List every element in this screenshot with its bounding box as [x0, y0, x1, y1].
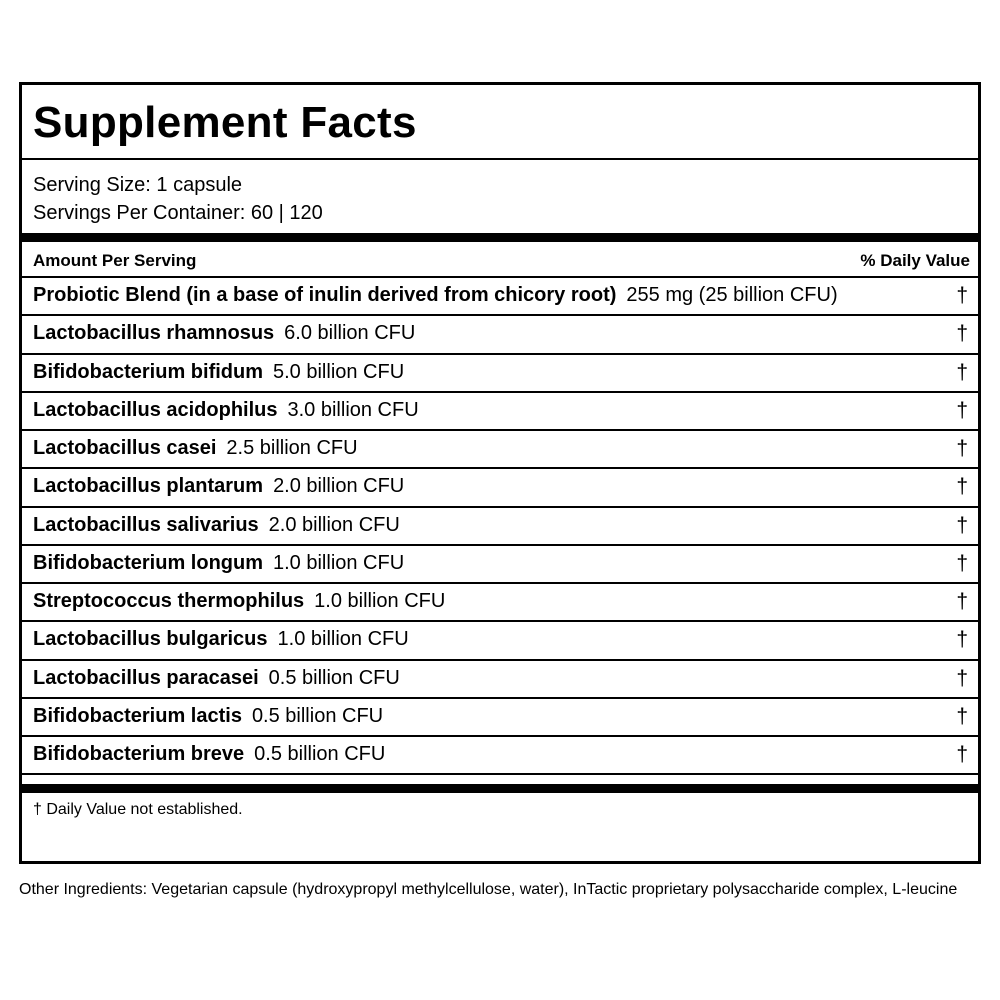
ingredient-amount: 255 mg (25 billion CFU) [626, 284, 838, 306]
table-row [22, 699, 978, 737]
table-row [22, 431, 978, 469]
table-row [22, 508, 978, 546]
ingredient-name: Lactobacillus salivarius [33, 513, 259, 536]
ingredient-name: Bifidobacterium breve [33, 743, 245, 765]
ingredient-text [33, 667, 400, 690]
daily-value-dagger: † [956, 437, 968, 460]
ingredient-name: Lactobacillus acidophilus [33, 398, 278, 421]
ingredient-text [33, 399, 419, 422]
ingredient-amount: 2.0 billion CFU [273, 475, 405, 498]
daily-value-dagger: † [956, 360, 968, 384]
table-row [22, 737, 978, 775]
table-row [22, 278, 978, 316]
daily-value-dagger: † [956, 551, 968, 575]
ingredient-text [33, 552, 404, 575]
daily-value-dagger: † [956, 284, 968, 307]
column-header-row [22, 242, 978, 278]
ingredient-amount: 0.5 billion CFU [254, 743, 386, 765]
daily-value-dagger: † [956, 666, 968, 690]
footnote: † Daily Value not established. [33, 801, 243, 818]
ingredient-amount: 2.0 billion CFU [268, 513, 400, 536]
ingredient-name: Lactobacillus paracasei [33, 666, 259, 689]
title-block [22, 85, 978, 160]
daily-value-dagger: † [956, 513, 968, 537]
ingredient-name: Bifidobacterium longum [33, 551, 263, 574]
ingredient-amount: 0.5 billion CFU [268, 666, 400, 689]
table-row [22, 584, 978, 622]
daily-value-label: % Daily Value [860, 251, 970, 270]
ingredient-text [33, 705, 383, 728]
daily-value-dagger: † [956, 704, 968, 728]
daily-value-dagger: † [956, 398, 968, 422]
ingredient-text [33, 361, 404, 384]
table-row [22, 316, 978, 354]
table-row [22, 661, 978, 699]
ingredient-name: Lactobacillus bulgaricus [33, 628, 268, 651]
daily-value-dagger: † [956, 743, 968, 766]
supplement-facts-panel [19, 82, 981, 864]
ingredient-name: Bifidobacterium lactis [33, 704, 242, 727]
ingredient-text [33, 475, 404, 498]
daily-value-dagger: † [956, 322, 968, 346]
serving-size: Serving Size: 1 capsule [33, 174, 243, 196]
ingredient-text [33, 322, 415, 345]
thick-divider-bottom [22, 784, 978, 793]
table-row [22, 469, 978, 507]
thick-divider-top [22, 233, 978, 242]
ingredient-amount: 3.0 billion CFU [287, 398, 419, 421]
serving-info [33, 171, 323, 227]
ingredient-amount: 1.0 billion CFU [314, 590, 446, 612]
daily-value-dagger: † [956, 628, 968, 652]
ingredient-amount: 1.0 billion CFU [273, 551, 405, 574]
ingredient-text [33, 590, 445, 613]
ingredient-text [33, 284, 838, 307]
ingredient-text [33, 743, 385, 766]
ingredient-name: Lactobacillus plantarum [33, 475, 264, 498]
ingredient-rows [22, 278, 978, 775]
ingredient-text [33, 437, 358, 460]
ingredient-text [33, 514, 400, 537]
ingredient-amount: 5.0 billion CFU [273, 360, 405, 383]
daily-value-dagger: † [956, 475, 968, 499]
other-ingredients: Other Ingredients: Vegetarian capsule (hydroxypropyl methylcellulose, water), InTactic proprietary polysaccharide complex, L-leucine [19, 881, 958, 898]
table-row [22, 622, 978, 660]
servings-per-container: Servings Per Container: 60 | 120 [33, 202, 323, 224]
ingredient-name: Bifidobacterium bifidum [33, 360, 263, 383]
ingredient-name: Lactobacillus rhamnosus [33, 322, 275, 345]
table-row [22, 355, 978, 393]
ingredient-name: Streptococcus thermophilus [33, 590, 305, 612]
amount-per-serving-label: Amount Per Serving [33, 251, 197, 270]
ingredient-name: Lactobacillus casei [33, 437, 217, 459]
ingredient-amount: 6.0 billion CFU [284, 322, 416, 345]
panel-title: Supplement Facts [33, 98, 417, 147]
ingredient-amount: 1.0 billion CFU [277, 628, 409, 651]
daily-value-dagger: † [956, 590, 968, 613]
ingredient-name: Probiotic Blend (in a base of inulin derived from chicory root) [33, 284, 617, 306]
ingredient-text [33, 628, 409, 651]
table-row [22, 546, 978, 584]
ingredient-amount: 2.5 billion CFU [226, 437, 358, 459]
ingredient-amount: 0.5 billion CFU [251, 704, 384, 727]
table-row [22, 393, 978, 431]
